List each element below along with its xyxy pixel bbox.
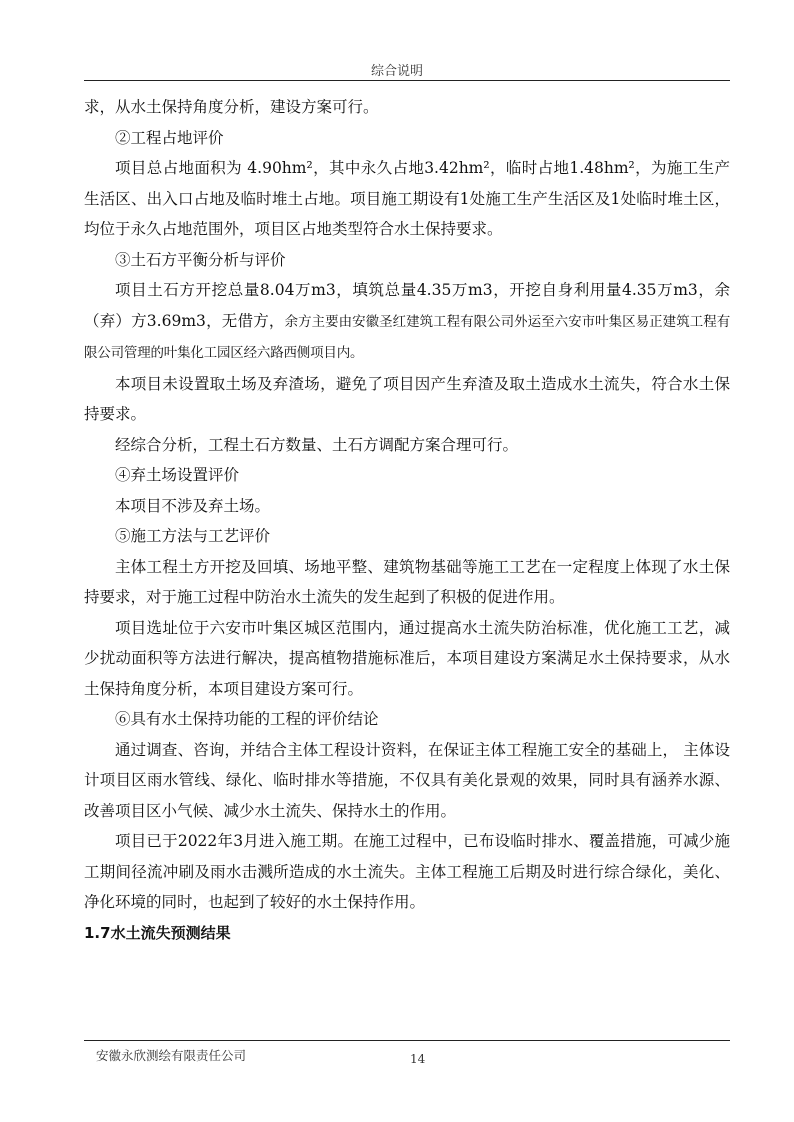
paragraph-no-borrow-pit: 本项目未设置取土场及弃渣场，避免了项目因产生弃渣及取土造成水土流失，符合水土保持要求。 bbox=[84, 374, 730, 423]
paragraph-spoil-site: 本项目不涉及弃土场。 bbox=[115, 496, 271, 515]
subheading-construction-method: ⑤施工方法与工艺评价 bbox=[115, 527, 271, 545]
paragraph-survey-conclusion: 通过调查、咨询，并结合主体工程设计资料，在保证主体工程施工安全的基础上， 主体设计项目区雨水管线、绿化、临时排水等措施，不仅具有美化景观的效果，同时具有涵养水源、改善项目区小气候、减少水土流失、保持水土的作用。 bbox=[84, 740, 730, 820]
subheading-evaluation-conclusion: ⑥具有水土保持功能的工程的评价结论 bbox=[115, 710, 379, 728]
paragraph-continuation: 求，从水土保持角度分析，建设方案可行。 bbox=[84, 98, 379, 116]
subheading-spoil-site: ④弃土场设置评价 bbox=[115, 466, 240, 484]
paragraph-earthwork-volume bbox=[84, 275, 730, 369]
paragraph-earthwork-conclusion: 经综合分析，工程土石方数量、土石方调配方案合理可行。 bbox=[115, 435, 519, 454]
paragraph-construction-method: 主体工程土方开挖及回填、场地平整、建筑物基础等施工工艺在一定程度上体现了水土保持要求，对于施工过程中防治水土流失的发生起到了积极的促进作用。 bbox=[84, 557, 730, 606]
subheading-earthwork-balance: ③土石方平衡分析与评价 bbox=[115, 250, 286, 269]
paragraph-construction-period: 项目已于2022年3月进入施工期。在施工过程中，已布设临时排水、覆盖措施，可减少施工期间径流冲刷及雨水击溅所造成的水土流失。主体工程施工后期及时进行综合绿化，美化、净化环境的同时，也起到了较好的水土保持作用。 bbox=[84, 832, 730, 911]
document-body bbox=[84, 92, 730, 948]
footer-company: 安徽永欣测绘有限责任公司 bbox=[96, 1048, 247, 1063]
page-number: 14 bbox=[410, 1052, 426, 1066]
header-title: 综合说明 bbox=[370, 64, 423, 79]
paragraph-land-occupation: 项目总占地面积为 4.90hm²，其中永久占地3.42hm²，临时占地1.48hm²，为施工生产生活区、出入口占地及临时堆土占地。项目施工期设有1处施工生产生活区及1处临时堆土区，均位于永久占地范围外，项目区占地类型符合水土保持要求。 bbox=[84, 159, 730, 238]
header-divider bbox=[84, 80, 730, 81]
earthwork-volume-text: 项目土石方开挖总量8.04万m3，填筑总量4.35万m3，开挖自身利用量4.35万m3，余（弃）方3.69m3，无借方， bbox=[84, 281, 730, 330]
section-heading-1-7: 1.7水土流失预测结果 bbox=[84, 923, 231, 942]
earthwork-surplus-text: 余方主要由安徽圣红建筑工程有限公司外运至六安市叶集区易正建筑工程有限公司管理的叶集化工园区经六路西侧项目内。 bbox=[84, 313, 730, 361]
paragraph-site-selection: 项目选址位于六安市叶集区城区范围内，通过提高水土流失防治标准，优化施工工艺，减少扰动面积等方法进行解决，提高植物措施标准后，本项目建设方案满足水土保持要求，从水土保持角度分析，本项目建设方案可行。 bbox=[84, 618, 730, 698]
subheading-land-occupation: ②工程占地评价 bbox=[115, 128, 224, 147]
footer-divider bbox=[84, 1040, 730, 1041]
